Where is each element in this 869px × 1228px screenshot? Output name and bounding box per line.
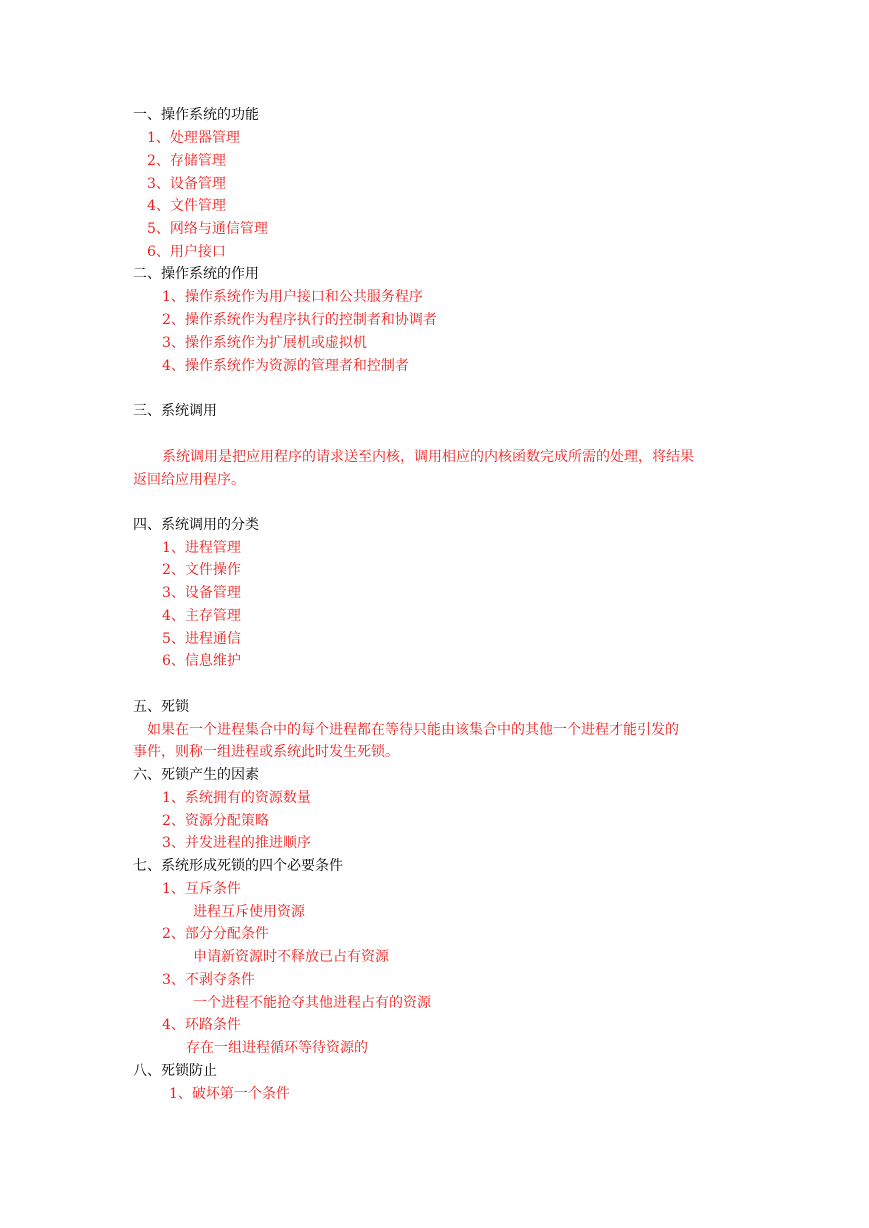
s2-item-2: 2、操作系统作为程序执行的控制者和协调者 (162, 312, 437, 328)
s1-item-6: 6、用户接口 (147, 244, 226, 260)
section-6-heading: 六、死锁产生的因素 (133, 767, 259, 783)
s1-item-2: 2、存储管理 (147, 153, 226, 169)
s2-item-3: 3、操作系统作为扩展机或虚拟机 (162, 335, 367, 351)
s7-item-1-desc: 进程互斥使用资源 (193, 904, 305, 920)
s1-item-4: 4、文件管理 (147, 198, 226, 214)
s2-item-1: 1、操作系统作为用户接口和公共服务程序 (162, 289, 423, 305)
s7-item-3-desc: 一个进程不能抢夺其他进程占有的资源 (193, 995, 431, 1011)
s3-paragraph-line-1: 系统调用是把应用程序的请求送至内核，调用相应的内核函数完成所需的处理，将结果 (162, 449, 694, 465)
section-4-heading: 四、系统调用的分类 (133, 517, 259, 533)
s4-item-1: 1、进程管理 (162, 540, 241, 556)
s6-item-1: 1、系统拥有的资源数量 (162, 790, 311, 806)
s7-item-2-title: 2、部分分配条件 (162, 926, 269, 942)
s4-item-3: 3、设备管理 (162, 585, 241, 601)
s7-item-4-title: 4、环路条件 (162, 1017, 241, 1033)
s1-item-3: 3、设备管理 (147, 176, 226, 192)
section-2-heading: 二、操作系统的作用 (133, 266, 259, 282)
s5-paragraph-line-2: 事件，则称一组进程或系统此时发生死锁。 (133, 744, 399, 760)
section-8-heading: 八、死锁防止 (133, 1063, 217, 1079)
s4-item-2: 2、文件操作 (162, 562, 241, 578)
section-5-heading: 五、死锁 (133, 699, 189, 715)
s7-item-1-title: 1、互斥条件 (162, 881, 241, 897)
s4-item-6: 6、信息维护 (162, 653, 241, 669)
s7-item-2-desc: 申请新资源时不释放已占有资源 (193, 949, 389, 965)
s7-item-4-desc: 存在一组进程循环等待资源的 (186, 1040, 368, 1056)
s2-item-4: 4、操作系统作为资源的管理者和控制者 (162, 358, 409, 374)
section-1-heading: 一、操作系统的功能 (133, 107, 259, 123)
s4-item-5: 5、进程通信 (162, 631, 241, 647)
s5-paragraph-line-1: 如果在一个进程集合中的每个进程都在等待只能由该集合中的其他一个进程才能引发的 (147, 722, 679, 738)
s1-item-5: 5、网络与通信管理 (147, 221, 268, 237)
section-7-heading: 七、系统形成死锁的四个必要条件 (133, 858, 343, 874)
s8-item-1: 1、破坏第一个条件 (169, 1086, 290, 1102)
section-3-heading: 三、系统调用 (133, 403, 217, 419)
s6-item-3: 3、并发进程的推进顺序 (162, 835, 311, 851)
s6-item-2: 2、资源分配策略 (162, 813, 269, 829)
s4-item-4: 4、主存管理 (162, 608, 241, 624)
s7-item-3-title: 3、不剥夺条件 (162, 972, 255, 988)
s1-item-1: 1、处理器管理 (147, 130, 240, 146)
s3-paragraph-line-2: 返回给应用程序。 (133, 472, 245, 488)
